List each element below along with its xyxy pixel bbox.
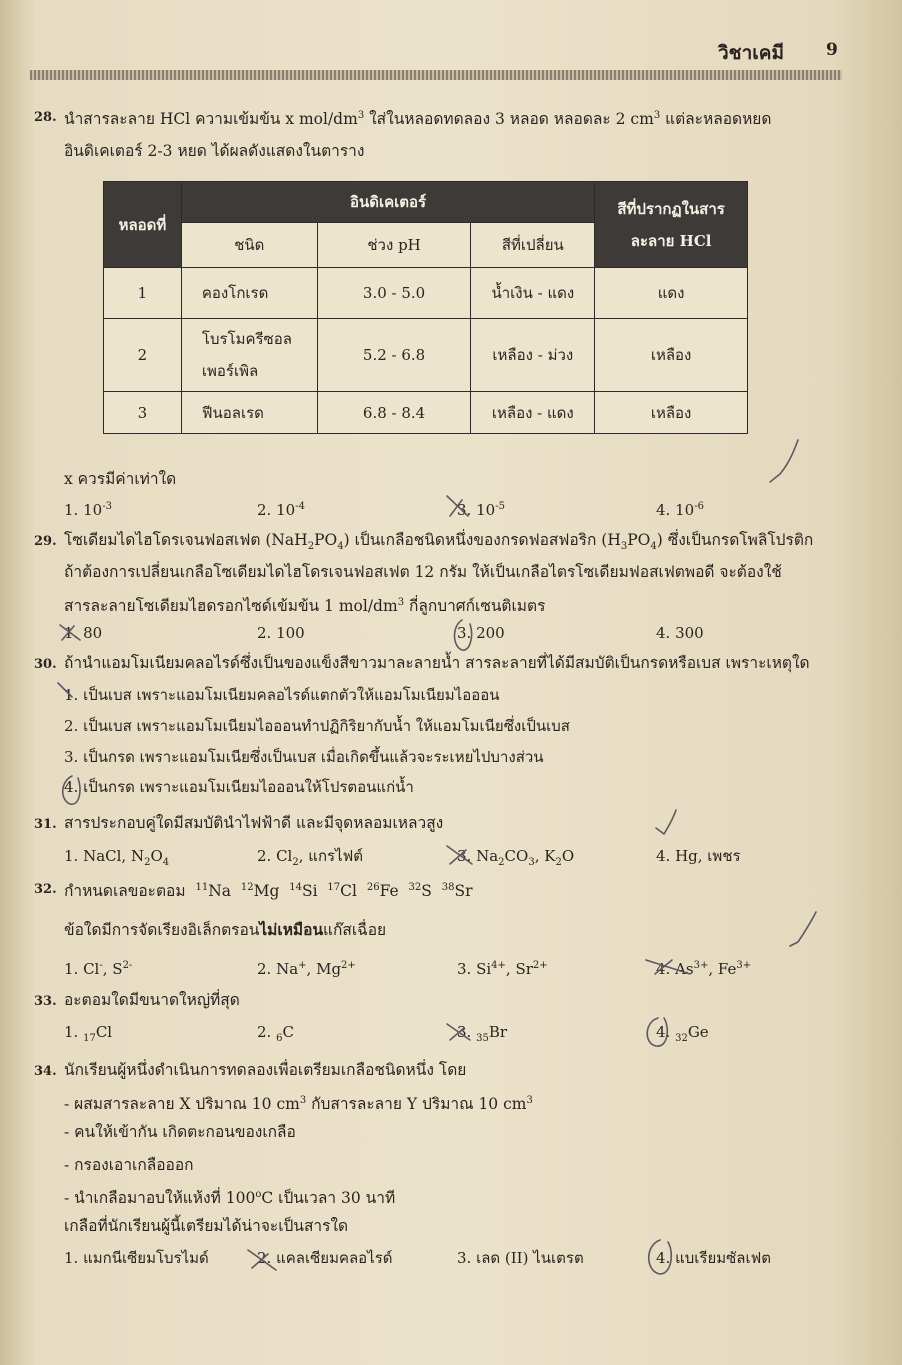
q28-question: x ควรมีค่าเท่าใด [64,470,177,488]
checkmark-icon [790,912,816,946]
q31-option-2[interactable]: 2. $Cl_2$, แกรไฟต์ [257,847,363,868]
q30-option-2[interactable]: 2. เป็นเบส เพราะแอมโมเนียมไอออนทำปฏิกิริยากับน้ำ ให้แอมโมเนียซึ่งเป็นเบส [64,717,570,735]
q29-option-3[interactable]: 3. 200 [457,624,505,642]
q30-stem: ถ้านำแอมโมเนียมคลอไรด์ซึ่งเป็นของแข็งสีขาวมาละลายน้ำ สารละลายที่ได้มีสมบัติเป็นกรดหรือเบส เพราะเหตุใด [64,654,810,672]
q34-step-1: - ผสมสารละลาย X ปริมาณ 10 $cm^3$ กับสารละลาย Y ปริมาณ 10 $cm^3$ [64,1095,533,1114]
q34-option-3[interactable]: 3. เลด (II) ไนเตรต [457,1249,584,1267]
q32-option-1[interactable]: 1. Cl-, $S^{2-}$ [64,960,133,978]
q33-option-3[interactable]: 3. $_{35}$Br [457,1023,508,1044]
table-row: 1 คองโกเรด 3.0 - 5.0 น้ำเงิน - แดง แดง [104,268,748,319]
th-change: สีที่เปลี่ยน [471,223,595,268]
q30-number: 30. [34,657,57,672]
q33-option-1[interactable]: 1. $_{17}$Cl [64,1023,113,1044]
q33-option-4[interactable]: 4. $_{32}$Ge [656,1023,709,1044]
q34-stem: นักเรียนผู้หนึ่งดำเนินการทดลองเพื่อเตรียมเกลือชนิดหนึ่ง โดย [64,1061,467,1079]
q32-question: ข้อใดมีการจัดเรียงอิเล็กตรอนไม่เหมือนแก๊สเฉื่อย [64,920,387,939]
q31-option-4[interactable]: 4. Hg, เพชร [656,847,741,865]
q31-number: 31. [34,817,57,832]
q32-stem: กำหนดเลขอะตอม $^{11}$Na $^{12}$Mg $^{14}$Si $^{17}$Cl $^{26}$Fe $^{32}$S $^{38}$Sr [64,882,473,901]
table-row: 3 ฟีนอลเรด 6.8 - 8.4 เหลือง - แดง เหลือง [104,392,748,434]
indicator-table [103,181,748,434]
q30-option-3[interactable]: 3. เป็นกรด เพราะแอมโมเนียซึ่งเป็นเบส เมื่อเกิดขึ้นแล้วจะระเหยไปบางส่วน [64,748,544,766]
q28-number: 28. [34,110,57,125]
subject-title: วิชาเคมี [718,42,784,64]
page-number: 9 [826,40,838,60]
q33-stem: อะตอมใดมีขนาดใหญ่ที่สุด [64,991,240,1009]
q33-number: 33. [34,994,57,1009]
q29-option-1[interactable]: 1. 80 [64,624,103,642]
q32-option-3[interactable]: 3. $Si^{4+}$, $Sr^{2+}$ [457,960,548,978]
q28-line2: อินดิเคเตอร์ 2-3 หยด ได้ผลดังแสดงในตาราง [64,142,365,160]
th-type: ชนิด [181,223,317,268]
q34-option-2[interactable]: 2. แคลเซียมคลอไรด์ [257,1249,393,1267]
table-row: 2 โบรโมครีซอล เพอร์เพิล 5.2 - 6.8 เหลือง - ม่วง เหลือง [104,319,748,392]
q34-step-4: - นำเกลือมาอบให้แห้งที่ 100$^o$C เป็นเวลา 30 นาที [64,1189,396,1208]
q31-stem: สารประกอบคู่ใดมีสมบัตินำไฟฟ้าดี และมีจุดหลอมเหลวสูง [64,814,444,832]
th-tube: หลอดที่ [104,182,182,268]
q30-option-4[interactable]: 4. เป็นกรด เพราะแอมโมเนียมไอออนให้โปรตอนแก่น้ำ [64,778,414,796]
th-indicator: อินดิเคเตอร์ [181,182,594,223]
q28-line1: นำสารละลาย HCl ความเข้มข้น x mol/$dm^3$ ใส่ในหลอดทดลอง 3 หลอด หลอดละ 2 $cm^3$ แต่ละหลอดหยด [64,110,772,129]
q33-option-2[interactable]: 2. $_6$C [257,1023,294,1044]
q29-option-4[interactable]: 4. 300 [656,624,704,642]
q34-option-1[interactable]: 1. แมกนีเซียมโบรไมด์ [64,1249,209,1267]
q32-number: 32. [34,882,57,897]
checkmark-icon [656,810,676,834]
q28-option-2[interactable]: 2. $10^{-4}$ [257,501,305,519]
q30-option-1[interactable]: 1. เป็นเบส เพราะแอมโมเนียมคลอไรด์แตกตัวให้แอมโมเนียมไอออน [64,686,500,704]
header-rule [30,70,842,80]
q31-option-3[interactable]: 3. $Na_2CO_3$, $K_2O$ [457,847,575,868]
q28-option-4[interactable]: 4. $10^{-6}$ [656,501,704,519]
q29-option-2[interactable]: 2. 100 [257,624,305,642]
checkmark-icon [770,440,798,482]
q34-number: 34. [34,1064,57,1079]
q28-option-3[interactable]: 3. $10^{-5}$ [457,501,505,519]
th-range: ช่วง pH [317,223,471,268]
q31-option-1[interactable]: 1. NaCl, $N_2O_4$ [64,847,170,868]
q34-question: เกลือที่นักเรียนผู้นี้เตรียมได้น่าจะเป็นสารใด [64,1217,349,1235]
q32-option-2[interactable]: 2. Na+, $Mg^{2+}$ [257,960,356,978]
q34-option-4[interactable]: 4. แบเรียมซัลเฟต [656,1249,771,1267]
q29-number: 29. [34,534,57,549]
q34-step-3: - กรองเอาเกลือออก [64,1156,194,1174]
q34-step-2: - คนให้เข้ากัน เกิดตะกอนของเกลือ [64,1123,296,1141]
q29-line1: โซเดียมไดไฮโดรเจนฟอสเฟต $(NaH_2PO_4)$ เป็นเกลือชนิดหนึ่งของกรดฟอสฟอริก $(H_3PO_4)$ ซึ่งเป็นกรดโพลิโปรติก [64,531,814,553]
q29-line3: สารละลายโซเดียมไฮดรอกไซด์เข้มข้น 1 mol/$dm^3$ กี่ลูกบาศก์เซนติเมตร [64,597,546,616]
th-color: สีที่ปรากฏในสาร ละลาย HCl [595,182,748,268]
q28-option-1[interactable]: 1. $10^{-3}$ [64,501,112,519]
q29-line2: ถ้าต้องการเปลี่ยนเกลือโซเดียมไดไฮโดรเจนฟอสเฟต 12 กรัม ให้เป็นเกลือไตรโซเดียมฟอสเฟตพอดี จะต้องใช้ [64,563,782,581]
q32-option-4[interactable]: 4. $As^{3+}$, $Fe^{3+}$ [656,960,752,978]
